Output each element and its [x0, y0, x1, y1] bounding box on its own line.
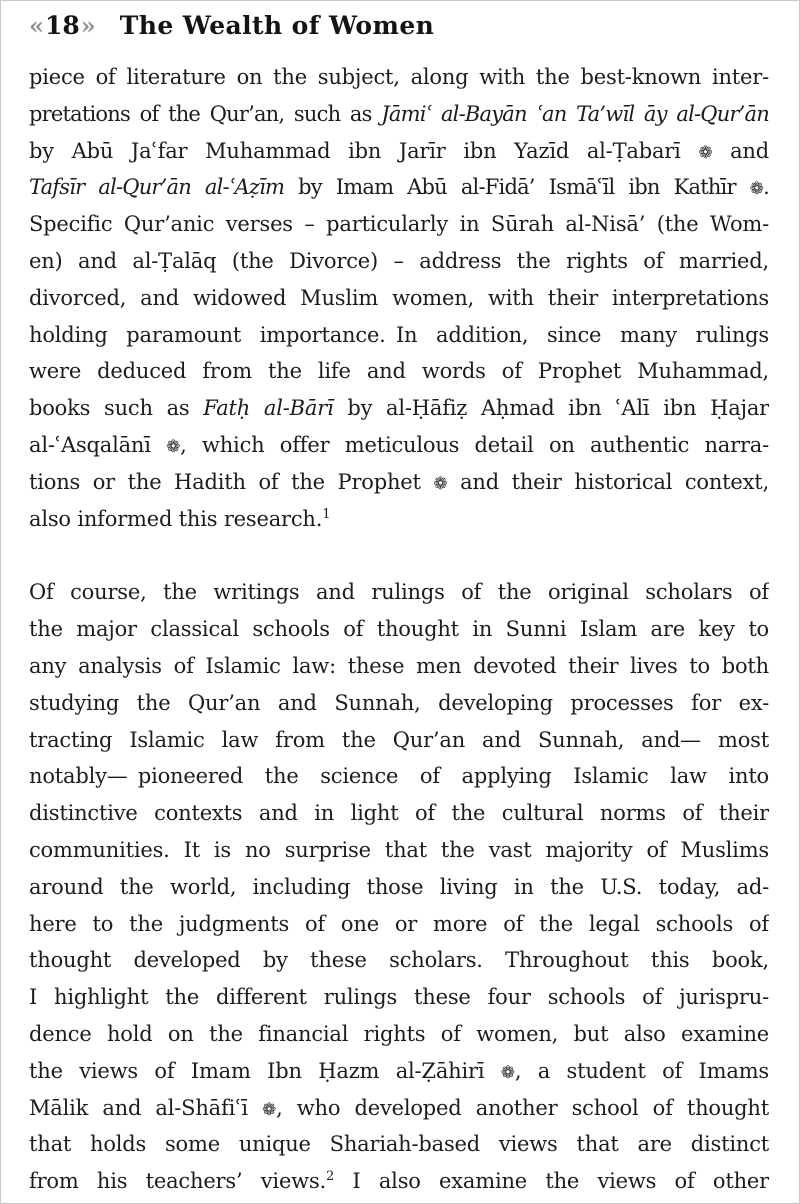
text-run: around the world, including those living in the U.S. today, ad- — [29, 874, 769, 899]
text-line — [29, 795, 769, 832]
text-run: were deduced from the life and words of Prophet Muhammad, — [29, 359, 769, 384]
text-run: I highlight the different rulings these four schools of jurispru- — [29, 985, 769, 1010]
text-run: any analysis of Islamic law: these men devoted their lives to both — [29, 653, 769, 678]
text-line — [29, 353, 769, 390]
book-page — [1, 1, 799, 1200]
text-run: holding paramount importance. In addition, since many rulings — [29, 322, 769, 347]
text-run: and their historical context, — [447, 469, 769, 494]
text-run: en) and al-Ṭalāq (the Divorce) – address the rights of married, — [29, 248, 769, 273]
text-line — [29, 869, 769, 906]
text-line — [29, 427, 769, 464]
text-line — [29, 464, 769, 501]
text-run: dence hold on the financial rights of women, but also examine — [29, 1021, 769, 1046]
text-line — [29, 685, 769, 722]
text-line — [29, 648, 769, 685]
text-line — [29, 1016, 769, 1053]
text-line — [29, 206, 769, 243]
text-line — [29, 317, 769, 354]
text-line — [29, 1053, 769, 1090]
paragraph — [29, 59, 769, 537]
text-line — [29, 722, 769, 759]
honorific-icon: ❁ — [433, 473, 448, 494]
text-run: , a student of Imams — [514, 1058, 769, 1083]
honorific-icon: ❁ — [749, 179, 764, 200]
text-run: I also examine the views of other — [334, 1169, 769, 1194]
text-run: here to the judgments of one or more of the legal schools of — [29, 911, 769, 936]
text-run: , who developed another school of thought — [276, 1095, 769, 1120]
text-run: that holds some unique Shariah-based views that are distinct — [29, 1132, 769, 1157]
text-run: . — [763, 175, 769, 200]
book-title-italic: Fatḥ al-Bārī — [203, 396, 334, 421]
text-run: Of course, the writings and rulings of the original scholars of — [29, 580, 769, 605]
text-run: communities. It is no surprise that the vast majority of Muslims — [29, 837, 769, 862]
text-run: the major classical schools of thought in Sunni Islam are key to — [29, 617, 769, 642]
text-line — [29, 96, 769, 133]
left-bracket-ornament-icon: « — [29, 11, 44, 40]
text-run: by Imam Abū al-Fidā’ Ismāʿīl ibn Kathīr — [284, 175, 750, 200]
text-run: by Abū Jaʿfar Muhammad ibn Jarīr ibn Yazīd al-Ṭabarī — [29, 138, 699, 163]
book-title-italic: Tafsīr al-Qur’ān al-ʿAẓīm — [29, 175, 285, 200]
right-bracket-ornament-icon: » — [80, 11, 96, 40]
text-line — [29, 169, 769, 206]
text-line — [29, 243, 769, 280]
text-run: distinctive contexts and in light of the cultural norms of their — [29, 801, 769, 826]
honorific-icon: ❁ — [500, 1062, 515, 1083]
page-header — [29, 9, 769, 43]
text-run: from his teachers’ views. — [29, 1169, 327, 1194]
text-line — [29, 906, 769, 943]
honorific-icon: ❁ — [166, 436, 181, 457]
text-run: the views of Imam Ibn Ḥazm al-Ẓāhirī — [29, 1058, 501, 1083]
honorific-icon: ❁ — [698, 142, 713, 163]
page-number-ornament — [29, 9, 96, 43]
text-run: , which offer meticulous detail on authentic narra- — [180, 432, 769, 457]
text-line — [29, 832, 769, 869]
text-line — [29, 133, 769, 170]
text-line — [29, 758, 769, 795]
text-run: by al-Ḥāfiẓ Aḥmad ibn ʿAlī ibn Ḥajar — [333, 396, 769, 421]
text-run: books such as — [29, 396, 204, 421]
text-line — [29, 59, 769, 96]
footnote-marker: 1 — [322, 506, 331, 522]
text-run: piece of literature on the subject, along with the best-known inter- — [29, 65, 769, 89]
honorific-icon: ❁ — [262, 1099, 277, 1120]
text-run: tions or the Hadith of the Prophet — [29, 469, 434, 494]
text-run: divorced, and widowed Muslim women, with their interpretations — [29, 285, 769, 310]
text-run: also informed this research. — [29, 506, 323, 531]
text-run: thought developed by these scholars. Throughout this book, — [29, 948, 769, 973]
text-line — [29, 611, 769, 648]
text-run: pretations of the Qur’an, such as — [29, 101, 382, 126]
text-run: Specific Qur’anic verses – particularly in Sūrah al-Nisā’ (the Wom- — [29, 212, 769, 237]
text-line — [29, 1163, 769, 1200]
footnote-marker: 2 — [326, 1169, 335, 1185]
book-title-italic: Jāmiʿ al-Bayān ʿan Ta’wīl āy al-Qur’ān — [381, 101, 769, 126]
running-title: The Wealth of Women — [119, 11, 435, 40]
text-line — [29, 280, 769, 317]
text-line — [29, 1090, 769, 1127]
text-line — [29, 1126, 769, 1163]
text-run: studying the Qur’an and Sunnah, developing processes for ex- — [29, 690, 769, 715]
text-run: and — [712, 138, 769, 163]
text-run: al-ʿAsqalānī — [29, 432, 167, 457]
paragraph — [29, 574, 769, 1200]
text-run: tracting Islamic law from the Qur’an and Sunnah, and— most — [29, 727, 769, 752]
text-line — [29, 390, 769, 427]
text-line — [29, 979, 769, 1016]
text-line — [29, 574, 769, 611]
text-line — [29, 501, 769, 538]
page-number: 18 — [45, 11, 80, 40]
text-line — [29, 942, 769, 979]
text-run: Mālik and al-Shāfiʿī — [29, 1095, 263, 1120]
text-body — [29, 59, 769, 1200]
text-run: notably— pioneered the science of applying Islamic law into — [29, 764, 769, 789]
